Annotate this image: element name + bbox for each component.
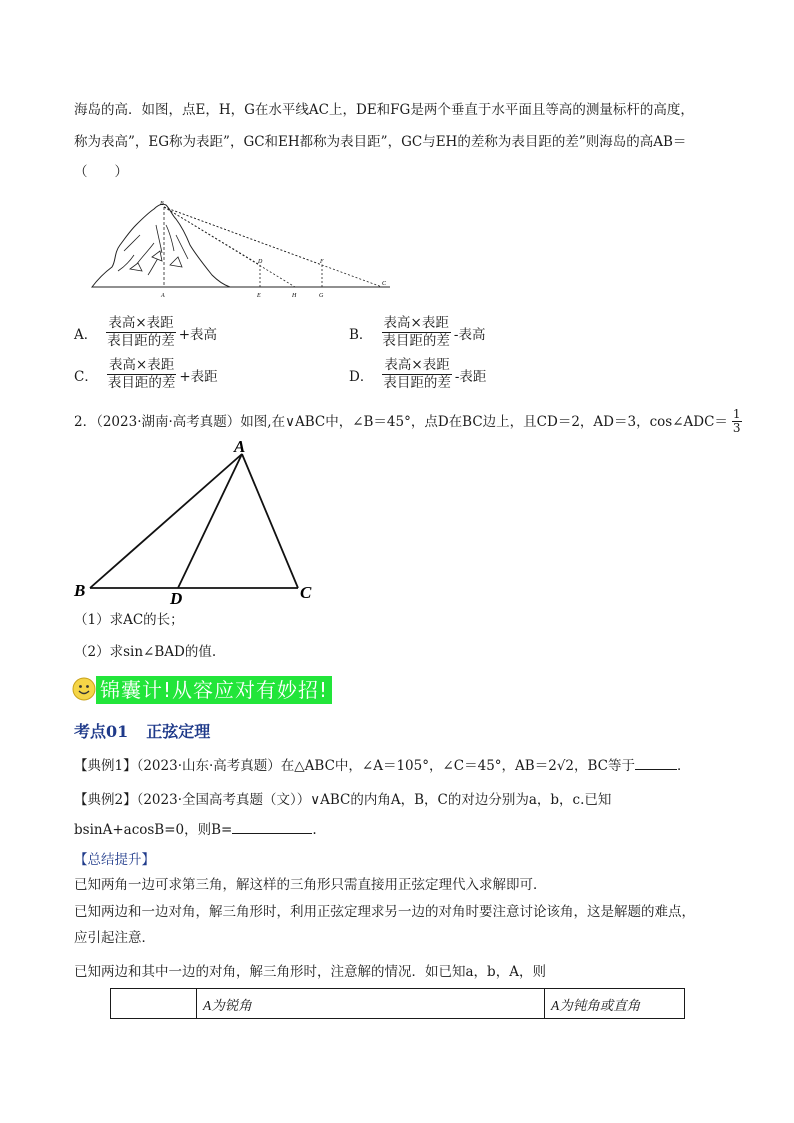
label-g: G: [319, 293, 324, 299]
option-c-fraction: $\frac{\text{表高×表距}}{\text{表目距的差}}$: [107, 357, 176, 391]
option-a-fraction: $\frac{\text{表高×表距}}{\text{表目距的差}}$: [107, 315, 175, 349]
problem2-cos-fraction: $\frac{1}{3}$: [732, 407, 741, 435]
option-d-tail: -表距: [454, 368, 487, 385]
option-b-label: B．: [349, 326, 373, 343]
problem2-text: 2．（2023·湖南·高考真题）如图,在∨ABC中，∠B＝45°，点D在BC边上，且CD＝2，AD＝3，cos∠ADC＝: [74, 413, 728, 430]
option-d[interactable]: [349, 357, 486, 392]
smiley-icon: [72, 677, 96, 701]
section-heading: [74, 719, 210, 742]
option-d-fraction: $\frac{\text{表高×表距}}{\text{表目距的差}}$: [383, 357, 451, 391]
summary-table: [110, 988, 685, 1019]
problem2-q1: （1）求AC的长；: [74, 612, 184, 628]
problem2-statement: [74, 408, 742, 435]
label-e: E: [257, 293, 261, 299]
table-row: [111, 989, 685, 1019]
option-b-tail: -表高: [453, 326, 486, 343]
table-cell-empty: [111, 989, 197, 1019]
problem1-line1: 海岛的高．如图，点E，H，G在水平线AC上，DE和FG是两个垂直于水平面且等高的测量标杆的高度，: [74, 102, 694, 118]
tri-label-a: A: [234, 438, 246, 456]
summary-line3: 应引起注意．: [74, 930, 155, 946]
example1: 【典例1】（2023·山东·高考真题）在△ABC中，∠A＝105°，∠C＝45°，AB＝2√2，BC等于 ．: [74, 758, 691, 774]
option-c[interactable]: [74, 357, 218, 392]
label-b: B: [160, 201, 164, 207]
tri-label-d: D: [170, 589, 183, 608]
island-figure: [90, 195, 400, 303]
mountain-shape: [92, 204, 230, 287]
label-h: H: [292, 293, 297, 299]
summary-line1: 已知两角一边可求第三角，解这样的三角形只需直接用正弦定理代入求解即可．: [74, 877, 547, 893]
option-a-tail: +表高: [178, 326, 218, 343]
example1-text: 【典例1】（2023·山东·高考真题）在△ABC中，∠A＝105°，∠C＝45°，AB＝2√2，BC等于: [74, 758, 636, 774]
example2-line1: 【典例2】（2023·全国高考真题（文））∨ABC的内角A，B，C的对边分别为a，b，c.已知: [74, 792, 612, 808]
option-b[interactable]: [349, 315, 485, 350]
summary-line4: 已知两边和其中一边的对角，解三角形时，注意解的情况．如已知a，b，A，则: [74, 964, 546, 980]
tri-label-b: B: [74, 581, 86, 600]
example2-blank[interactable]: [232, 833, 312, 834]
tips-banner: 锦囊计!从容应对有妙招!: [96, 676, 332, 704]
summary-line2: 已知两边和一边对角，解三角形时，利用正弦定理求另一边的对角时要注意讨论该角，这是解题的难点，: [74, 904, 695, 920]
summary-title: 【总结提升】: [74, 852, 155, 868]
segment-ad: [178, 454, 242, 588]
tri-label-c: C: [300, 583, 312, 602]
label-c: C: [382, 281, 387, 287]
side-ac: [242, 454, 298, 588]
triangle-figure: [70, 438, 330, 608]
option-a-label: A．: [74, 326, 98, 343]
section-number: 考点01: [74, 722, 129, 741]
section-title: 正弦定理: [146, 722, 211, 741]
label-f: F: [320, 259, 324, 265]
option-c-tail: +表距: [179, 368, 218, 385]
table-header-obtuse: A为钝角或直角: [545, 989, 685, 1019]
option-b-fraction: $\frac{\text{表高×表距}}{\text{表目距的差}}$: [382, 315, 450, 349]
label-d: D: [258, 259, 263, 265]
option-c-label: C．: [74, 368, 98, 385]
option-a[interactable]: [74, 315, 217, 350]
problem1-line2: 称为表高”，EG称为表距”，GC和EH都称为表目距”，GC与EH的差称为表目距的差”则海岛的高AB＝: [74, 134, 687, 150]
example1-blank[interactable]: [635, 769, 677, 770]
label-a: A: [161, 293, 165, 299]
option-d-label: D．: [349, 368, 374, 385]
problem2-q2: （2）求sin∠BAD的值.: [74, 644, 217, 660]
side-ba: [90, 454, 242, 588]
problem1-line3: （ ）: [74, 164, 128, 180]
example2-line2: bsinA+acosB=0，则B= .: [74, 822, 317, 838]
table-header-acute: A为锐角: [197, 989, 545, 1019]
